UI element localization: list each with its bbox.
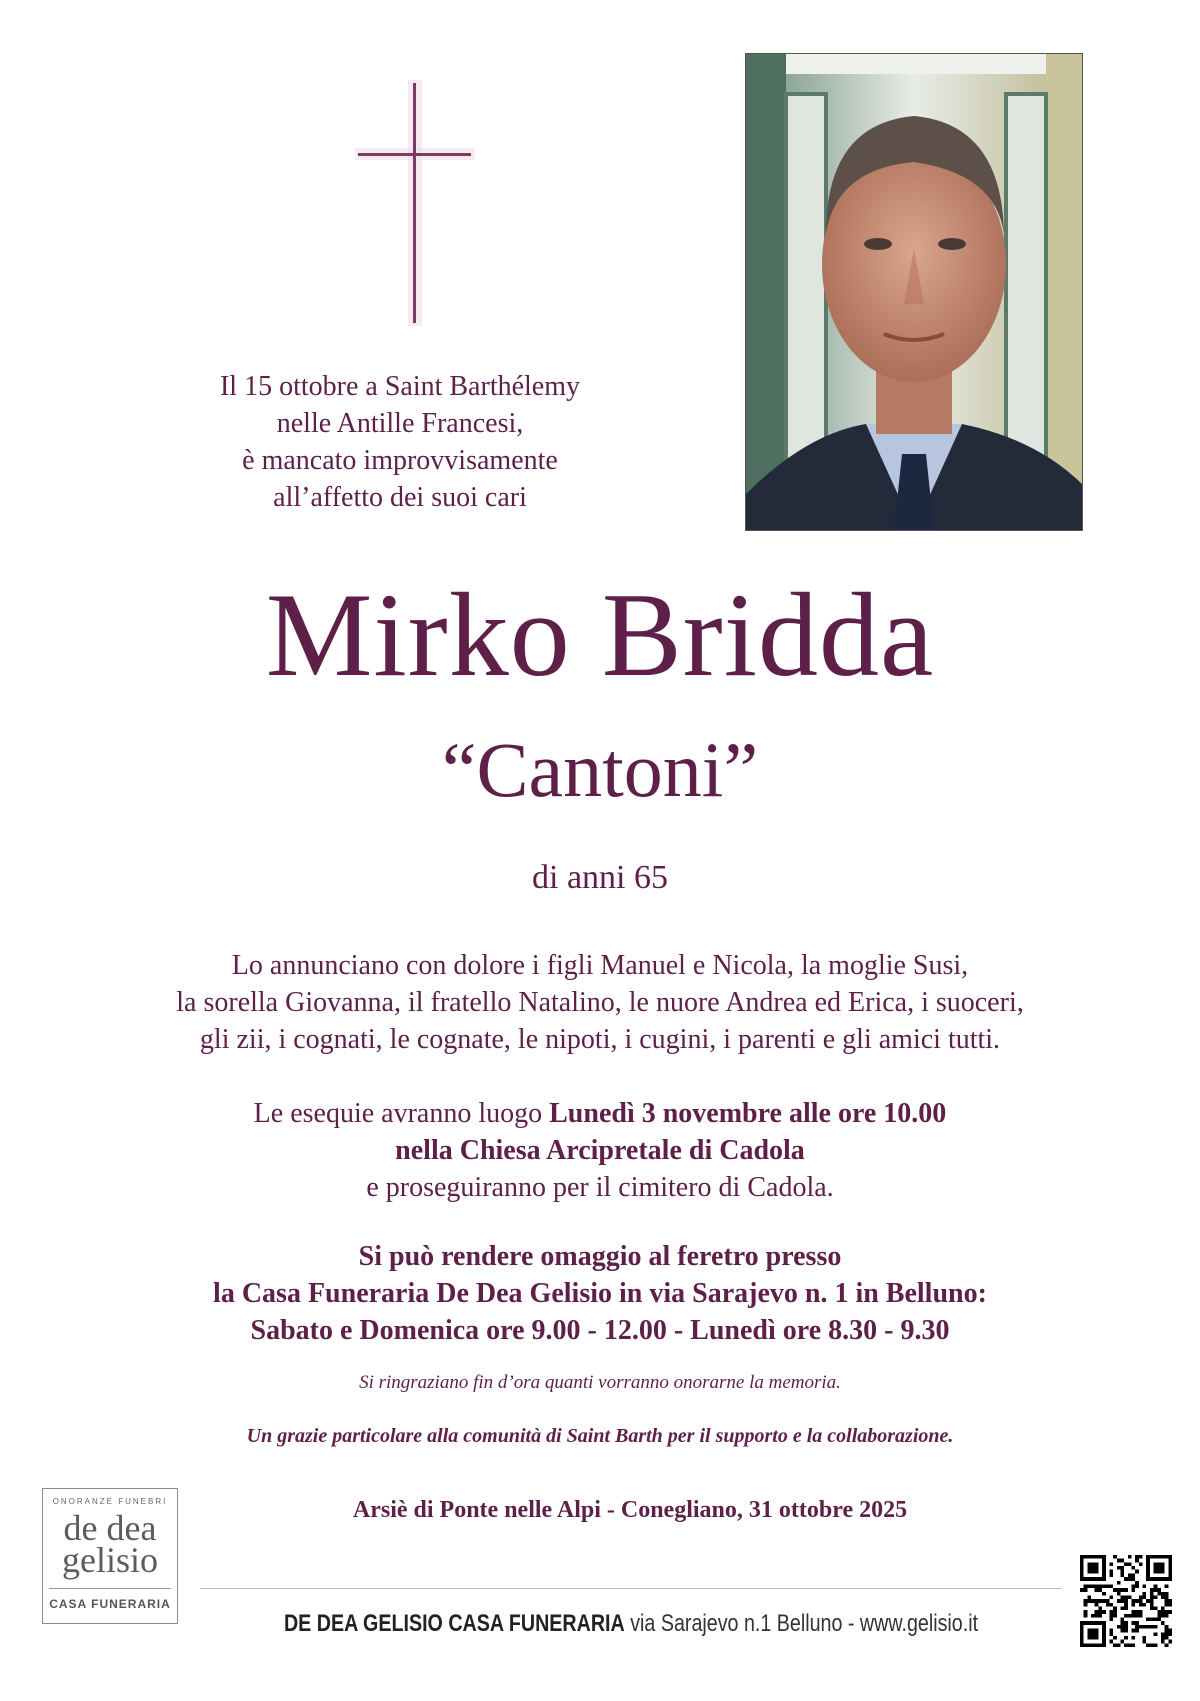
announcement-line: la sorella Giovanna, il fratello Natalino, le nuore Andrea ed Erica, i suoceri, [176, 987, 1024, 1018]
funeral-date: Lunedì 3 novembre alle ore 10.00 [549, 1098, 947, 1129]
footer-company: DE DEA GELISIO CASA FUNERARIA [283, 1610, 625, 1637]
logo-bottom-text: CASA FUNERARIA [49, 1597, 171, 1611]
logo-line-2: gelisio [62, 1540, 158, 1580]
footer-text [278, 1610, 985, 1638]
funeral-line [60, 1095, 1140, 1132]
deceased-age: di anni 65 [532, 859, 668, 896]
footer-address: via Sarajevo n.1 Belluno - www.gelisio.it [624, 1610, 979, 1637]
homage-details [60, 1238, 1140, 1349]
intro-line: Il 15 ottobre a Saint Barthélemy [219, 371, 581, 402]
funeral-line [60, 1132, 1140, 1169]
place-date: Arsiè di Ponte nelle Alpi - Conegliano, 31 ottobre 2025 [352, 1497, 908, 1523]
intro-line: nelle Antille Francesi, [276, 408, 524, 439]
logo-line-1: de dea [63, 1508, 157, 1548]
intro-line: all’affetto dei suoi cari [273, 482, 527, 513]
funeral-prefix: Le esequie avranno luogo [253, 1098, 550, 1129]
special-thanks-line: Un grazie particolare alla comunità di Saint Barth per il supporto e la collaborazione. [246, 1425, 954, 1447]
announcement-line: Lo annunciano con dolore i figli Manuel e Nicola, la moglie Susi, [231, 950, 969, 981]
funeral-details [60, 1095, 1140, 1206]
thanks-line: Si ringraziano fin d’ora quanti vorranno onorarne la memoria. [359, 1372, 841, 1393]
portrait-photo [745, 53, 1083, 531]
funeral-line: e proseguiranno per il cimitero di Cadola. [366, 1172, 834, 1203]
homage-line: Sabato e Domenica ore 9.00 - 12.00 - Lunedì ore 8.30 - 9.30 [250, 1315, 950, 1346]
qr-code-icon[interactable] [1080, 1555, 1172, 1647]
announcement-text [60, 947, 1140, 1058]
logo-divider [49, 1588, 171, 1589]
logo-top-text: ONORANZE FUNEBRI [52, 1497, 168, 1506]
funeral-church: nella Chiesa Arcipretale di Cadola [395, 1135, 805, 1166]
deceased-nickname: “Cantoni” [441, 726, 759, 813]
cross-icon [355, 80, 475, 326]
homage-line: la Casa Funeraria De Dea Gelisio in via Sarajevo n. 1 in Belluno: [213, 1278, 987, 1309]
announcement-line: gli zii, i cognati, le cognate, le nipoti, i cugini, i parenti e gli amici tutti. [199, 1024, 1001, 1055]
homage-line: Si può rendere omaggio al feretro presso [358, 1241, 842, 1272]
intro-line: è mancato improvvisamente [242, 445, 558, 476]
footer-divider [200, 1588, 1062, 1589]
funeral-home-logo [42, 1488, 178, 1624]
deceased-name: Mirko Bridda [265, 568, 935, 701]
intro-text [140, 368, 660, 516]
